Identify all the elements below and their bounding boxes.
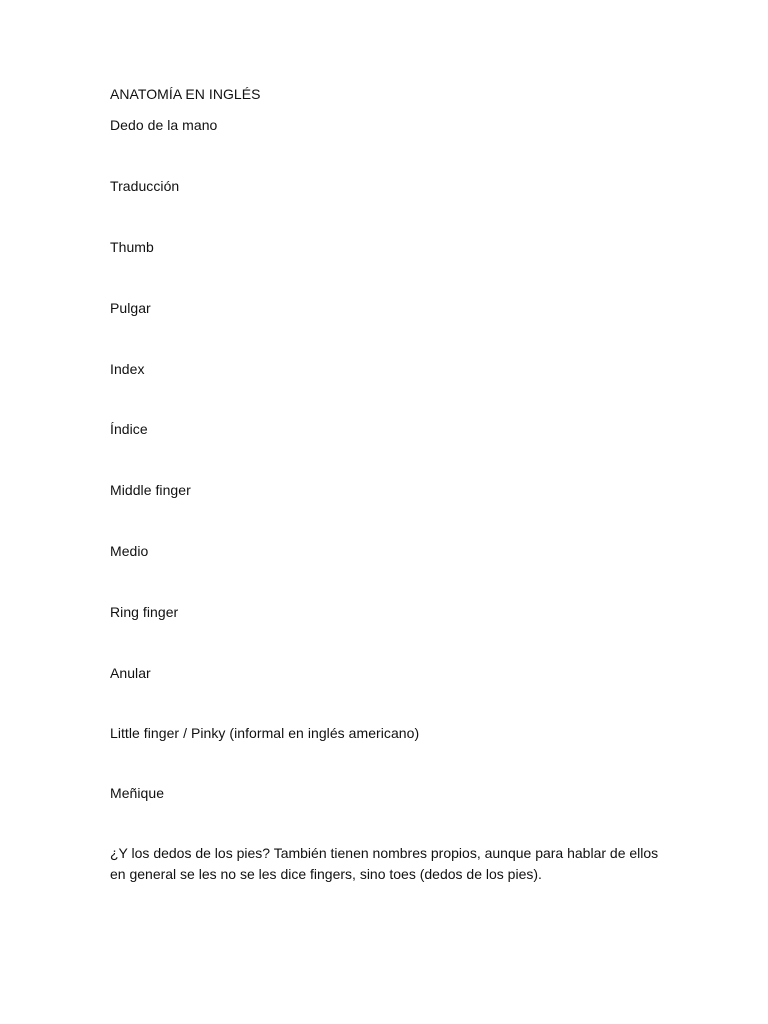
text-line-pulgar: Pulgar <box>110 300 151 316</box>
text-line-anular: Anular <box>110 665 151 681</box>
text-line-traduccion: Traducción <box>110 178 180 194</box>
text-line-little-finger: Little finger / Pinky (informal en inglés americano) <box>110 725 420 741</box>
document-title: ANATOMÍA EN INGLÉS <box>110 86 261 102</box>
text-line-dedo-de-la-mano: Dedo de la mano <box>110 117 218 133</box>
text-line-middle-finger: Middle finger <box>110 482 191 498</box>
text-line-medio: Medio <box>110 543 149 559</box>
closing-paragraph: ¿Y los dedos de los pies? También tienen nombres propios, aunque para hablar de ellos en general se les no se les dice fingers, sino toes (dedos de los pies). <box>110 845 659 882</box>
text-line-index: Index <box>110 361 145 377</box>
text-line-menique: Meñique <box>110 785 165 801</box>
text-line-indice: Índice <box>110 421 148 437</box>
text-line-ring-finger: Ring finger <box>110 604 179 620</box>
text-line-thumb: Thumb <box>110 239 154 255</box>
